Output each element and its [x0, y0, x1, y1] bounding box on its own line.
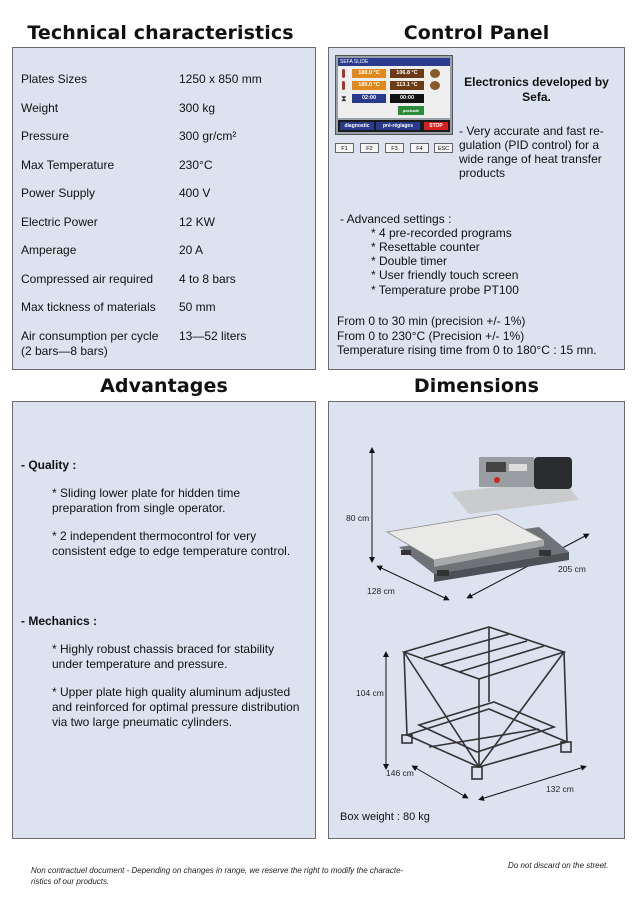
- function-key: ESC: [434, 143, 453, 153]
- spec-label: Electric Power: [21, 215, 98, 229]
- small-green-button: pochade: [398, 106, 424, 115]
- pid-text: - Very accurate and fast re-: [459, 124, 604, 138]
- presets-button: pré-réglages: [376, 122, 420, 130]
- spec-value: 400 V: [179, 186, 211, 200]
- machine-depth-label: 128 cm: [367, 586, 395, 596]
- screen-button-bar: [338, 120, 450, 132]
- chassis-width-arrow: [481, 767, 584, 799]
- spec-value: 12 KW: [179, 215, 216, 229]
- electronics-title: Sefa.: [522, 90, 551, 104]
- advanced-setting-item: * User friendly touch screen: [371, 268, 519, 282]
- temp-display: 180.0 °C: [352, 81, 386, 90]
- dimensions-panel: [328, 401, 625, 839]
- time-display: 00:00: [390, 94, 424, 103]
- spec-label-sub: (2 bars—8 bars): [21, 344, 108, 358]
- quality-item: consistent edge to edge temperature control.: [52, 544, 291, 558]
- spec-value: 1250 x 850 mm: [179, 72, 262, 86]
- control-panel-heading: Control Panel: [403, 22, 550, 44]
- temp-display: 106.8 °C: [390, 69, 424, 78]
- control-panel-box: [328, 47, 625, 370]
- function-key: F3: [385, 143, 404, 153]
- screen-brand: SEFA SLIDE: [338, 58, 450, 66]
- advantages-panel: [12, 401, 316, 839]
- advanced-setting-item: * Resettable counter: [371, 240, 480, 254]
- technical-panel: [12, 47, 316, 370]
- mechanics-item: via two large pneumatic cylinders.: [52, 715, 233, 729]
- quality-item: preparation from single operator.: [52, 501, 226, 515]
- chassis-depth-arrow: [414, 767, 466, 797]
- machine-width-label: 205 cm: [558, 564, 586, 574]
- dimensions-heading: Dimensions: [413, 375, 540, 397]
- electronics-title: Electronics developed by: [464, 75, 609, 89]
- spec-label: Compressed air required: [21, 272, 154, 286]
- mechanics-item: and reinforced for optimal pressure distribution: [52, 700, 300, 714]
- footer-disclaimer: Non contractuel document - Depending on changes in range, we reserve the right to modify the characte-: [31, 866, 404, 875]
- pid-text: products: [459, 166, 506, 180]
- quality-item: * 2 independent thermocontrol for very: [52, 529, 257, 543]
- spec-label: Weight: [21, 101, 59, 115]
- thermometer-icon: [342, 81, 345, 90]
- spec-label: Max tickness of materials: [21, 300, 156, 314]
- heat-indicator-icon: [430, 69, 440, 78]
- technical-heading: Technical characteristics: [27, 22, 294, 44]
- pid-text: gulation (PID control) for a: [459, 138, 600, 152]
- advanced-setting-item: * Temperature probe PT100: [371, 283, 519, 297]
- advanced-setting-item: * 4 pre-recorded programs: [371, 226, 512, 240]
- spec-label: Max Temperature: [21, 158, 115, 172]
- touch-screen-image: [335, 55, 453, 135]
- spec-value: 230°C: [179, 158, 213, 172]
- machine-height-label: 80 cm: [346, 513, 370, 523]
- diagnostic-button: diagnostic: [340, 122, 374, 130]
- range-text: From 0 to 30 min (precision +/- 1%): [337, 314, 526, 328]
- footer-note: Do not discard on the street.: [508, 861, 609, 870]
- advantages-heading: Advantages: [100, 375, 228, 397]
- machine-diagram: [329, 402, 626, 617]
- spec-label: Pressure: [21, 129, 70, 143]
- spec-label: Amperage: [21, 243, 77, 257]
- hourglass-icon: ⧗: [341, 94, 347, 103]
- mechanics-item: * Highly robust chassis braced for stability: [52, 642, 275, 656]
- mechanics-item: under temperature and pressure.: [52, 657, 228, 671]
- pid-text: wide range of heat transfer: [459, 152, 602, 166]
- function-key: F2: [360, 143, 379, 153]
- box-weight: Box weight : 80 kg: [340, 811, 430, 823]
- spec-label: Air consumption per cycle: [21, 329, 159, 343]
- function-key: F4: [410, 143, 429, 153]
- spec-value: 20 A: [179, 243, 204, 257]
- advanced-setting-item: * Double timer: [371, 254, 448, 268]
- quality-item: * Sliding lower plate for hidden time: [52, 486, 241, 500]
- footer-disclaimer: ristics of our products.: [31, 877, 110, 886]
- spec-value: 300 kg: [179, 101, 216, 115]
- spec-value: 4 to 8 bars: [179, 272, 236, 286]
- spec-value: 13—52 liters: [179, 329, 247, 343]
- temp-display: 180.0 °C: [352, 69, 386, 78]
- time-display: 02:00: [352, 94, 386, 103]
- function-keys: [335, 143, 453, 154]
- thermometer-icon: [342, 69, 345, 78]
- spec-label: Plates Sizes: [21, 72, 88, 86]
- function-key: F1: [335, 143, 354, 153]
- stop-button: STOP: [424, 122, 448, 130]
- spec-label: Power Supply: [21, 186, 96, 200]
- range-text: Temperature rising time from 0 to 180°C : 15 mn.: [337, 343, 597, 357]
- heat-indicator-icon: [430, 81, 440, 90]
- screen-body: [338, 66, 450, 118]
- chassis-width-label: 132 cm: [546, 784, 574, 794]
- chassis-height-label: 104 cm: [356, 688, 384, 698]
- mechanics-title: - Mechanics :: [21, 614, 98, 628]
- spec-value: 300 gr/cm²: [179, 129, 237, 143]
- advanced-settings-title: - Advanced settings :: [340, 212, 452, 226]
- range-text: From 0 to 230°C (Precision +/- 1%): [337, 329, 525, 343]
- mechanics-item: * Upper plate high quality aluminum adjusted: [52, 685, 291, 699]
- spec-value: 50 mm: [179, 300, 216, 314]
- chassis-depth-label: 146 cm: [386, 768, 414, 778]
- temp-display: 113.1 °C: [390, 81, 424, 90]
- quality-title: - Quality :: [21, 458, 77, 472]
- chassis-diagram: [329, 617, 626, 817]
